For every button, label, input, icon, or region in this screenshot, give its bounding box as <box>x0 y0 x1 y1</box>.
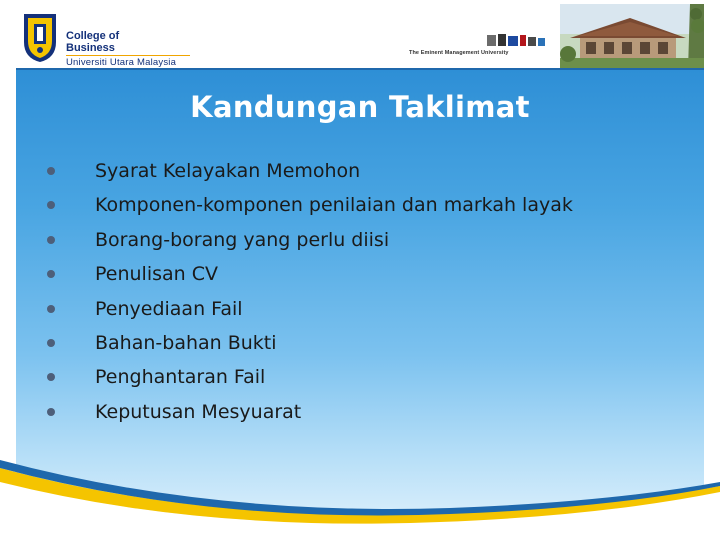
logo-university-name: Universiti Utara Malaysia <box>66 57 177 68</box>
logo-divider <box>66 55 190 56</box>
list-item-text: Borang-borang yang perlu diisi <box>95 228 390 251</box>
bullet-icon <box>47 305 55 313</box>
decorative-swoosh <box>0 420 720 540</box>
header-band <box>16 4 704 70</box>
bullet-icon <box>47 167 55 175</box>
university-crest-icon <box>20 12 60 64</box>
list-item-text: Komponen-komponen penilaian dan markah layak <box>95 194 573 217</box>
list-item-text: Syarat Kelayakan Memohon <box>95 160 361 182</box>
college-logo <box>16 8 192 68</box>
list-item-text: Keputusan Mesyuarat <box>95 400 302 423</box>
list-item-text: Bahan-bahan Bukti <box>95 331 277 354</box>
list-item-text: Penulisan CV <box>95 263 218 286</box>
logo-business: Business <box>66 42 115 54</box>
slide-title: Kandungan Taklimat <box>190 90 530 124</box>
bullet-icon <box>47 236 55 244</box>
bullet-icon <box>47 339 55 347</box>
accreditation-logos-icon <box>486 32 546 48</box>
list-item-text: Penyediaan Fail <box>95 297 243 320</box>
campus-building-image <box>560 4 704 70</box>
bullet-icon <box>47 408 55 416</box>
university-tagline: The Eminent Management University <box>409 50 509 56</box>
list-item-text: Penghantaran Fail <box>95 366 266 389</box>
logo-college-of: College of <box>66 30 120 42</box>
